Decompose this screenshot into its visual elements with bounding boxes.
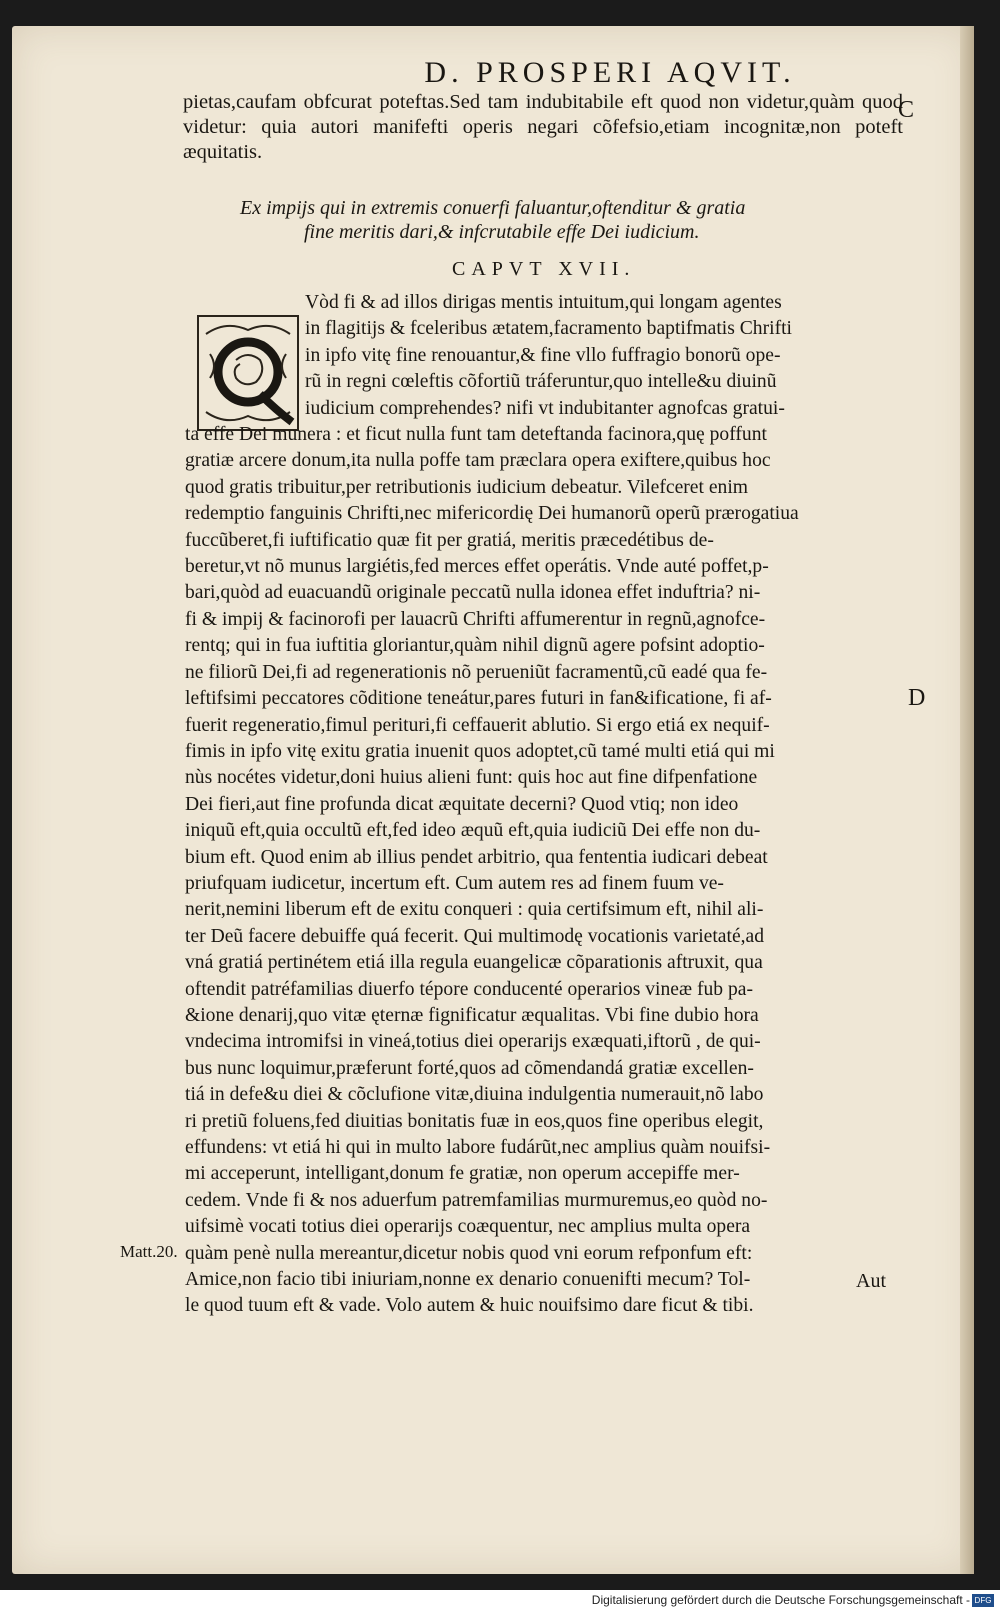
page-spine-edge (960, 26, 974, 1574)
text-line: quod gratis tribuitur,per retributionis iudicium debeatur. Vilefceret enim (185, 476, 749, 498)
text-line: tiá in defe&u diei & cõclufione vitæ,diuina indulgentia numerauit,nõ labo (185, 1084, 764, 1106)
text-line: fuerit regeneratio,fimul perituri,fi ceffauerit ablutio. Si ergo etiá ex nequif- (185, 714, 770, 736)
text-line: iniquũ eft,quia occultũ eft,fed ideo æquũ eft,quia iudiciũ Dei effe non du- (185, 820, 761, 842)
text-line: nerit,nemini liberum eft de exitu conqueri : quia certifsimum eft, nihil ali- (185, 899, 764, 921)
text-line: leftifsimi peccatores cõditione teneátur,pares futuri in fan&ificatione, fi af- (185, 688, 772, 710)
text-line: nùs nocétes videtur,doni huius alieni funt: quis hoc aut fine difpenfatione (185, 767, 758, 789)
text-line: bus nunc loquimur,præferunt forté,quos ad cõmendandá gratiæ excellen- (185, 1057, 754, 1079)
text-line: effundens: vt etiá hi qui in multo labore fudárũt,nec amplius quàm nouifsi- (185, 1137, 771, 1158)
text-line: ter Deũ facere debuiffe quá fecerit. Qui multimodę vocationis varietaté,ad (185, 925, 765, 947)
text-line: fimis in ipfo vitę exitu gratia inuenit quos adoptet,cũ tamé multi etiá qui mi (185, 740, 775, 762)
text-line: Dei fieri,aut fine profunda dicat æquitate decerni? Quod vtiq; non ideo (185, 793, 739, 815)
text-line: vndecima intromifsi in vineá,totius diei operarijs exæquati,iftorũ , de qui- (185, 1031, 761, 1053)
dfg-logo-icon: DFG (972, 1594, 994, 1607)
text-line: Vòd fi & ad illos dirigas mentis intuitum,qui longam agentes (305, 292, 782, 313)
text-line: bium eft. Quod enim ab illius pendet arbitrio, qua fententia iudicari debeat (185, 846, 768, 868)
text-line: mi acceperunt, intelligant,donum fe gratiæ, non operum accepiffe mer- (185, 1163, 740, 1185)
text-line: rentq; qui in fua iuftitia gloriantur,quàm nihil dignũ agere pofsint adoptio- (185, 635, 765, 657)
intro-paragraph: pietas,caufam obfcurat poteftas.Sed tam indubitabile eft quod non videtur,quàm quod videtur: quia autori manifefti operis negari cõfefsio,etiam incognitæ,non poteft æquitatis. (183, 91, 903, 163)
text-line: ri pretiũ foluens,fed diuitias bonitatis fuæ in eos,quos fine operibus elegit, (185, 1110, 764, 1132)
text-line: gratiæ arcere donum,ita nulla poffe tam præclara opera exiftere,quibus hoc (185, 450, 771, 472)
text-line: cedem. Vnde fi & nos aduerfum patremfamilias murmuremus,eo quòd no- (185, 1189, 768, 1211)
funding-notice: Digitalisierung gefördert durch die Deutsche Forschungsgemeinschaft - (591, 1593, 970, 1607)
margin-note: Matt.20. (120, 1242, 178, 1261)
text-line: bari,quòd ad euacuandũ originale peccatũ nulla idonea effet induftria? ni- (185, 582, 761, 604)
text-line: priufquam iudicetur, incertum eft. Cum autem res ad finem fuum ve- (185, 872, 724, 894)
text-line: vná gratiá pertinétem etiá illa regula euangelicæ cõparationis aftruxit, qua (185, 952, 763, 974)
text-line: quàm penè nulla mereantur,dicetur nobis quod vni eorum refponfum eft: (185, 1242, 753, 1264)
margin-letter-d: D (908, 685, 926, 711)
catchword: Aut (856, 1270, 886, 1292)
rubric-line-2: fine meritis dari,& infcrutabile effe Dei iudicium. (304, 221, 700, 243)
text-line: oftendit patréfamilias diuerfo tépore conducenté operarios vineæ fub pa- (185, 978, 753, 1000)
chapter-rubric (240, 196, 800, 244)
text-line: redemptio fanguinis Chrifti,nec mifericordię Dei humanorũ operũ prærogatiua (185, 503, 799, 525)
text-line: Amice,non facio tibi iniuriam,nonne ex denario conuenifti mecum? Tol- (185, 1269, 751, 1291)
text-line: ne filiorũ Dei,fi ad regenerationis nõ perueniũt facramentũ,cũ eadé qua fe- (185, 661, 768, 683)
text-line: iudicium comprehendes? nifi vt indubitanter agnofcas gratui- (305, 397, 785, 419)
text-line: ta effe Dei munera : et ficut nulla funt tam deteftanda facinora,quę poffunt (185, 424, 767, 446)
text-line: &ione denarij,quo vitæ ęternæ fignificatur æqualitas. Vbi fine dubio hora (185, 1004, 759, 1026)
running-head: D. PROSPERI AQVIT. (424, 56, 796, 89)
text-line: rũ in regni cœleftis cõfortiũ tráferuntur,quo intelle&u diuinũ (305, 371, 777, 393)
text-line: uifsimè vocati totius diei operarijs coæquentur, nec amplius multa opera (185, 1216, 751, 1238)
rubric-line-1: Ex impijs qui in extremis conuerfi faluantur,oftenditur & gratia (240, 197, 746, 219)
text-line: in flagitijs & fceleribus ætatem,facramento baptifmatis Chrifti (305, 318, 792, 340)
text-line: in ipfo vitę fine renouantur,& fine vllo fuffragio bonorũ ope- (305, 344, 781, 366)
text-line: fuccũberet,fi iuftificatio quæ fit per gratiá, meritis præcedétibus de- (185, 529, 714, 551)
margin-letter-c: C (898, 97, 915, 123)
text-line: beretur,vt nõ munus largiétis,fed merces effet operátis. Vnde auté poffet,p- (185, 556, 769, 578)
text-line: fi & impij & facinorofi per lauacrũ Chrifti affumerentur in regnũ,agnofce- (185, 608, 766, 630)
chapter-heading: CAPVT XVII. (452, 258, 636, 280)
text-line: le quod tuum eft & vade. Volo autem & huic nouifsimo dare ficut & tibi. (185, 1295, 754, 1317)
body-text (185, 290, 905, 1320)
